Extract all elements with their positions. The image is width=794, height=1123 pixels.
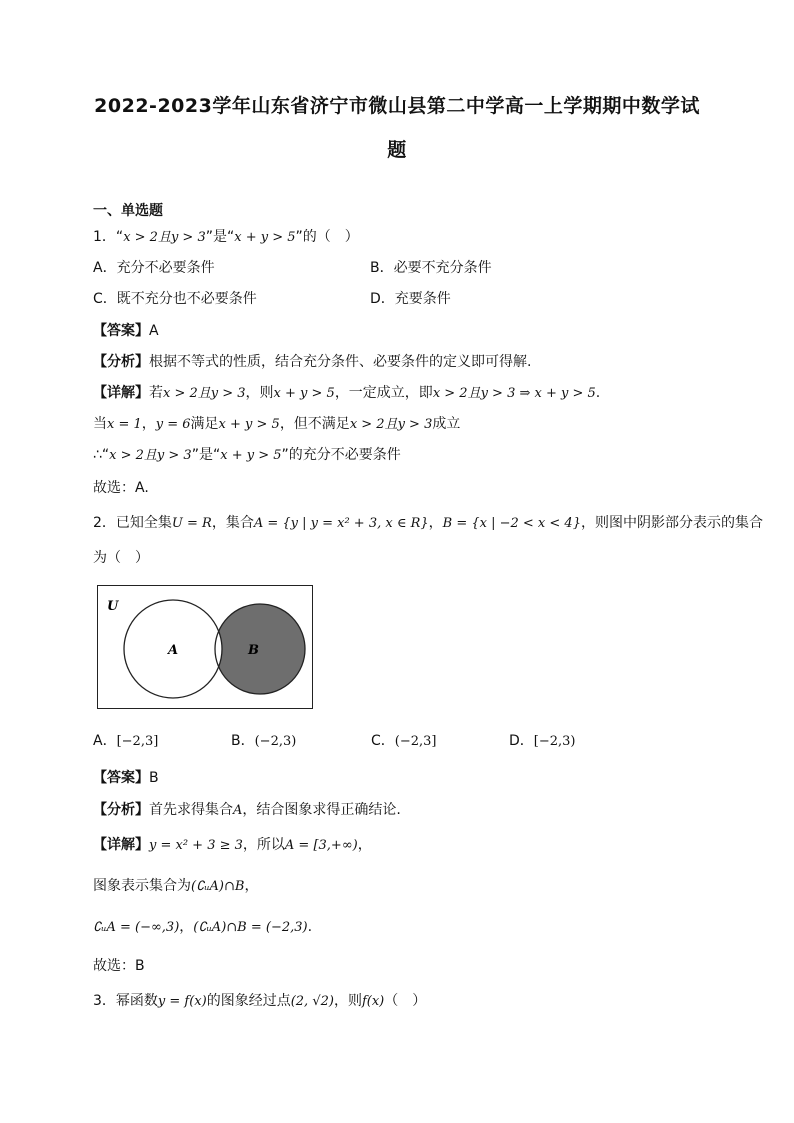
q2-number: 2． [93, 515, 116, 531]
universe-label: U [107, 599, 119, 614]
q2-option-c: C．(−2,3] [371, 733, 437, 749]
q3-stem: 3．幂函数y = f(x)的图象经过点(2, √2)，则f(x)（ ） [93, 993, 427, 1009]
q1-option-c: C．既不充分也不必要条件 [93, 291, 257, 307]
q2-option-d: D．[−2,3) [509, 733, 576, 749]
q1-stem: 1．“x > 2且y > 3”是“x + y > 5”的（ ） [93, 229, 359, 245]
q1-detail-line-1: 【详解】若x > 2且y > 3，则x + y > 5，一定成立，即x > 2且y > 3 ⇒ x + y > 5. [93, 385, 601, 401]
q1-option-b: B．必要不充分条件 [370, 260, 492, 276]
q2-stem-line-2: 为（ ） [93, 550, 149, 566]
q2-option-a: A．[−2,3] [93, 733, 159, 749]
q1-detail-line-2: 当x = 1，y = 6满足x + y > 5，但不满足x > 2且y > 3成立 [93, 416, 461, 432]
q2-option-b: B．(−2,3) [231, 733, 297, 749]
q2-detail-line-1: 【详解】y = x² + 3 ≥ 3，所以A = [3,+∞)， [93, 837, 372, 853]
q1-cond1: x > 2且y > 3 [123, 230, 206, 245]
q2-detail-line-3: ∁ᵤA = (−∞,3)，(∁ᵤA)∩B = (−2,3). [93, 919, 313, 935]
title-line-1: 2022-2023学年山东省济宁市微山县第二中学高一上学期期中数学试 [94, 95, 700, 117]
venn-svg [98, 586, 311, 707]
section-heading: 一、单选题 [93, 203, 163, 219]
q1-cond2: x + y > 5 [234, 230, 296, 245]
q1-option-d: D．充要条件 [370, 291, 451, 307]
q2-detail-line-2: 图象表示集合为(∁ᵤA)∩B， [93, 878, 259, 894]
set-b-label: B [248, 643, 259, 658]
q1-option-a: A．充分不必要条件 [93, 260, 215, 276]
q1-number: 1． [93, 229, 116, 245]
document-title [60, 84, 734, 172]
q2-stem-line-1: 2．已知全集U = R，集合A = {y | y = x² + 3, x ∈ R}，B = {x | −2 < x < 4}，则图中阴影部分表示的集合 [93, 515, 763, 531]
q2-answer: 【答案】B [93, 770, 159, 786]
q1-answer: 【答案】A [93, 323, 159, 339]
q2-choice: 故选：B [93, 958, 145, 974]
q2-analysis: 【分析】首先求得集合A，结合图象求得正确结论. [93, 802, 401, 818]
q1-choice: 故选：A. [93, 480, 149, 496]
venn-diagram [97, 585, 313, 709]
set-a-label: A [168, 643, 179, 658]
q1-analysis: 【分析】根据不等式的性质，结合充分条件、必要条件的定义即可得解. [93, 354, 532, 370]
q1-detail-line-3: ∴“x > 2且y > 3”是“x + y > 5”的充分不必要条件 [93, 447, 401, 463]
title-line-2: 题 [387, 139, 407, 161]
q3-number: 3． [93, 993, 116, 1009]
